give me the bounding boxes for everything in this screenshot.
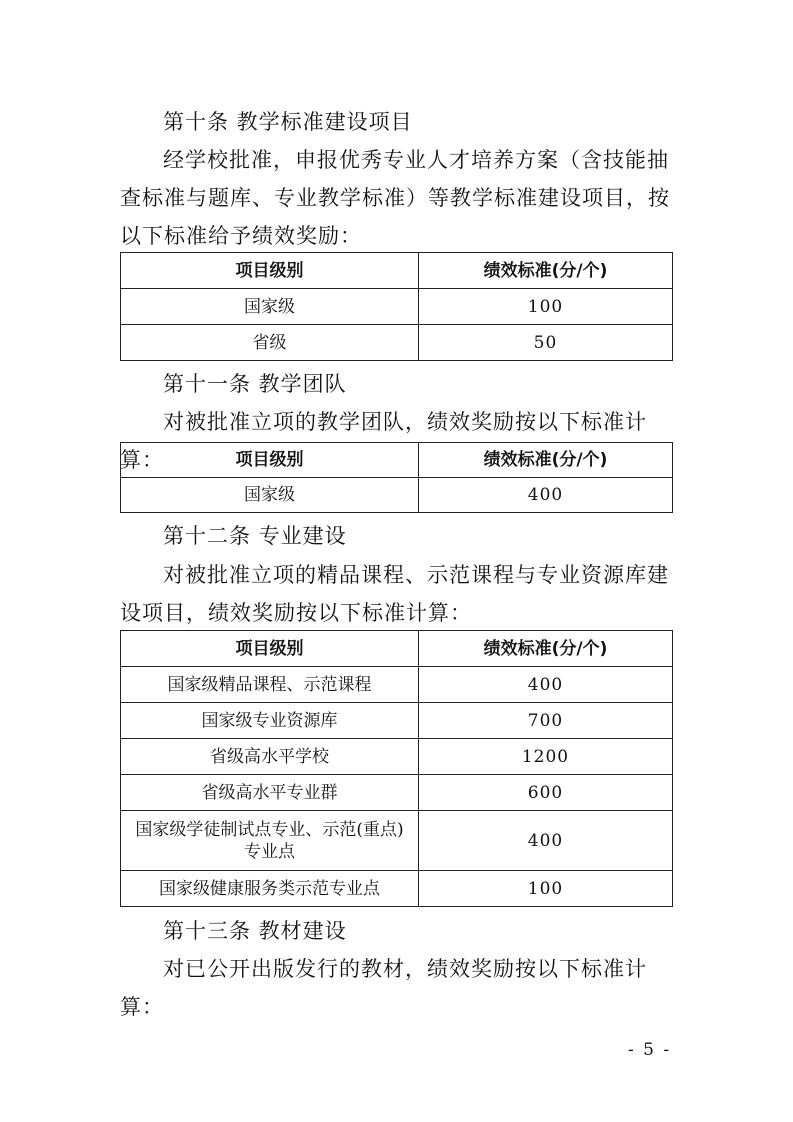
table-row (121, 703, 673, 739)
table-cell-score: 400 (419, 667, 673, 703)
table-cell-score: 400 (419, 811, 673, 871)
table-row (121, 289, 673, 325)
table-cell-level: 国家级学徒制试点专业、示范(重点)专业点 (121, 811, 419, 871)
section-paragraph: 对被批准立项的精品课程、示范课程与专业资源库建设项目，绩效奖励按以下标准计算： (120, 563, 669, 625)
table-row (121, 871, 673, 907)
table-cell-score: 600 (419, 775, 673, 811)
section-paragraph: 经学校批准，申报优秀专业人才培养方案（含技能抽查标准与题库、专业教学标准）等教学标准建设项目，按以下标准给予绩效奖励： (120, 148, 670, 248)
section-heading: 第十条 教学标准建设项目 (163, 110, 413, 134)
performance-table (120, 630, 673, 907)
table-cell-score: 100 (419, 289, 673, 325)
table-row (121, 775, 673, 811)
table-cell-score: 1200 (419, 739, 673, 775)
table-row (121, 325, 673, 361)
section-heading: 第十二条 专业建设 (163, 524, 347, 548)
section-heading: 第十一条 教学团队 (163, 372, 347, 396)
table-cell-score: 50 (419, 325, 673, 361)
page-number: - 5 - (628, 1040, 672, 1060)
table-cell-level: 国家级精品课程、示范课程 (121, 667, 419, 703)
table-header-level: 项目级别 (121, 631, 419, 667)
table-cell-score: 400 (419, 478, 673, 513)
performance-table (120, 252, 673, 361)
table-cell-score: 700 (419, 703, 673, 739)
table-header-score: 绩效标准(分/个) (419, 631, 673, 667)
table-cell-level: 国家级 (121, 478, 419, 513)
section-heading: 第十三条 教材建设 (163, 919, 347, 943)
performance-table (120, 442, 673, 513)
table-header-score: 绩效标准(分/个) (419, 443, 673, 478)
table-row (121, 478, 673, 513)
table-cell-level: 省级高水平专业群 (121, 775, 419, 811)
table-cell-level: 省级高水平学校 (121, 739, 419, 775)
table-cell-score: 100 (419, 871, 673, 907)
table-header-level: 项目级别 (121, 443, 419, 478)
table-cell-level: 国家级专业资源库 (121, 703, 419, 739)
table-cell-level: 国家级健康服务类示范专业点 (121, 871, 419, 907)
table-cell-level: 省级 (121, 325, 419, 361)
table-header-score: 绩效标准(分/个) (419, 253, 673, 289)
table-cell-level: 国家级 (121, 289, 419, 325)
table-row (121, 667, 673, 703)
section-paragraph: 对被批准立项的教学团队，绩效奖励按以下标准计算： (120, 410, 647, 472)
table-row (121, 739, 673, 775)
section-paragraph: 对已公开出版发行的教材，绩效奖励按以下标准计算： (120, 957, 647, 1019)
table-row (121, 811, 673, 871)
table-header-level: 项目级别 (121, 253, 419, 289)
